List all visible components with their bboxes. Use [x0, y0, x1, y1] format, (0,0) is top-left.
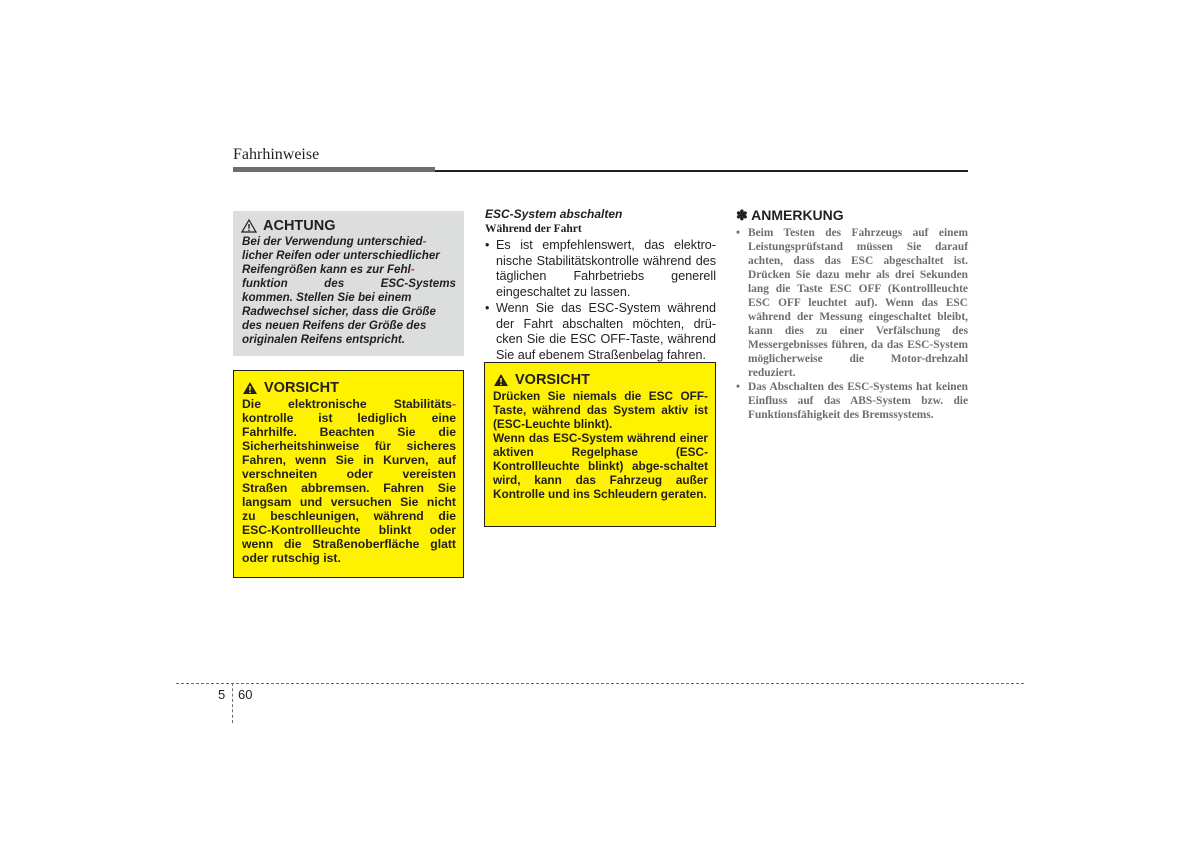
vorsicht-line: ESC-Kontrollleuchte blinkt oder: [242, 523, 456, 537]
warning-triangle-icon: [493, 373, 509, 387]
list-item: [485, 238, 716, 300]
hyphen-mark: -: [422, 235, 427, 248]
vorsicht-line: langsam und versuchen Sie nicht: [242, 495, 456, 509]
vorsicht-paragraph: Drücken Sie niemals die ESC OFF-Taste, während das System aktiv ist (ESC-Leuchte blinkt).: [493, 389, 708, 431]
anmerkung-list: [736, 226, 968, 422]
vorsicht-line: kontrolle ist lediglich eine: [242, 411, 456, 425]
list-item: [736, 380, 968, 422]
vorsicht-line: Straßen abbremsen. Fahren Sie: [242, 481, 456, 495]
vorsicht-title: VORSICHT: [264, 380, 339, 396]
section-title: ESC-System abschalten: [485, 207, 623, 221]
bullet-icon: •: [736, 227, 740, 239]
achtung-line: kommen. Stellen Sie bei einem: [242, 291, 412, 304]
list-item-text: Wenn Sie das ESC-System während der Fahrt abschalten möchten, drü-cken Sie die ESC OFF-Taste, während Sie auf ebenem Straßenbelag fahren.: [496, 301, 716, 362]
achtung-line: licher Reifen oder unterschiedlicher: [242, 249, 440, 262]
achtung-line: Bei der Verwendung unterschied: [242, 235, 423, 248]
achtung-heading: [241, 218, 456, 234]
vorsicht-line: Fahren, wenn Sie in Kurven, auf: [242, 453, 456, 467]
caution-triangle-outline-icon: [241, 219, 257, 233]
achtung-box: [233, 211, 464, 356]
achtung-line: Reifengrößen kann es zur Fehl: [242, 263, 411, 276]
bullet-icon: •: [485, 301, 490, 315]
vorsicht-line: Die elektronische Stabilitäts: [242, 397, 452, 411]
vorsicht-heading: [493, 372, 708, 388]
section-subtitle: Während der Fahrt: [485, 223, 582, 235]
achtung-text: [242, 235, 456, 347]
vorsicht-box-middle: [484, 362, 716, 527]
asterisk-icon: ✽: [736, 207, 748, 223]
achtung-line: funktion des ESC-Systems: [242, 277, 456, 290]
anmerkung-heading: [736, 207, 844, 224]
list-item-text: Beim Testen des Fahrzeugs auf einem Leistungsprüfstand müssen Sie darauf achten, dass das ESC abgeschaltet ist. Drücken Sie dazu mehr als drei Sekunden lang die Taste ESC OFF (Kontrollleuchte ESC OFF leuchtet auf). Wenn das ESC während der Messung eingeschaltet bleibt, kann dies zu einer Verfälschung des Messergebnisses führen, da das ESC-System möglicherweise die Motor-drehzahl reduziert.: [748, 227, 968, 379]
vorsicht-box-left: [233, 370, 464, 578]
vorsicht-line: Fahrhilfe. Beachten Sie die: [242, 425, 456, 439]
chapter-number: 5: [218, 687, 226, 702]
list-item: [485, 301, 716, 363]
vorsicht-line: zu beschleunigen, während die: [242, 509, 456, 523]
vorsicht-line: wenn die Straßenoberfläche glatt: [242, 537, 456, 551]
vorsicht-paragraph: Wenn das ESC-System während einer aktiven Regelphase (ESC-Kontrollleuchte blinkt) abge-schaltet wird, kann das Fahrzeug außer Kontrolle und ins Schleudern geraten.: [493, 431, 708, 501]
achtung-line: originalen Reifens entspricht.: [242, 333, 405, 346]
achtung-line: des neuen Reifens der Größe des: [242, 319, 427, 332]
footer-vertical-divider: [232, 683, 233, 723]
vorsicht-line: oder rutschig ist.: [242, 551, 341, 565]
vorsicht-title: VORSICHT: [515, 372, 590, 388]
vorsicht-left-text: [242, 397, 456, 565]
page-header-title: Fahrhinweise: [233, 146, 320, 163]
bullet-icon: •: [485, 238, 490, 252]
list-item: [736, 226, 968, 380]
hyphen-mark: -: [410, 263, 415, 276]
header-rule-thick: [233, 167, 435, 172]
hyphen-mark: -: [451, 397, 456, 411]
vorsicht-mid-text: [493, 389, 708, 501]
achtung-title: ACHTUNG: [263, 218, 336, 234]
vorsicht-heading: [242, 380, 456, 396]
page-number: 60: [238, 687, 253, 702]
vorsicht-line: verschneiten oder vereisten: [242, 467, 456, 481]
list-item-text: Das Abschalten des ESC-Systems hat keinen Einfluss auf das ABS-System bzw. die Funktionsfähigkeit des Bremssystems.: [748, 381, 968, 421]
footer-divider: [176, 683, 1024, 684]
esc-bullet-list: [485, 238, 716, 364]
anmerkung-title: ANMERKUNG: [751, 207, 844, 223]
warning-triangle-icon: [242, 381, 258, 395]
achtung-line: Radwechsel sicher, dass die Größe: [242, 305, 436, 318]
bullet-icon: •: [736, 381, 740, 393]
vorsicht-line: Sicherheitshinweise für sicheres: [242, 439, 456, 453]
list-item-text: Es ist empfehlenswert, das elektro-nische Stabilitätskontrolle während des täglichen Fahrbetriebs generell eingeschaltet zu lassen.: [496, 238, 716, 299]
header-rule-thin: [435, 170, 968, 172]
